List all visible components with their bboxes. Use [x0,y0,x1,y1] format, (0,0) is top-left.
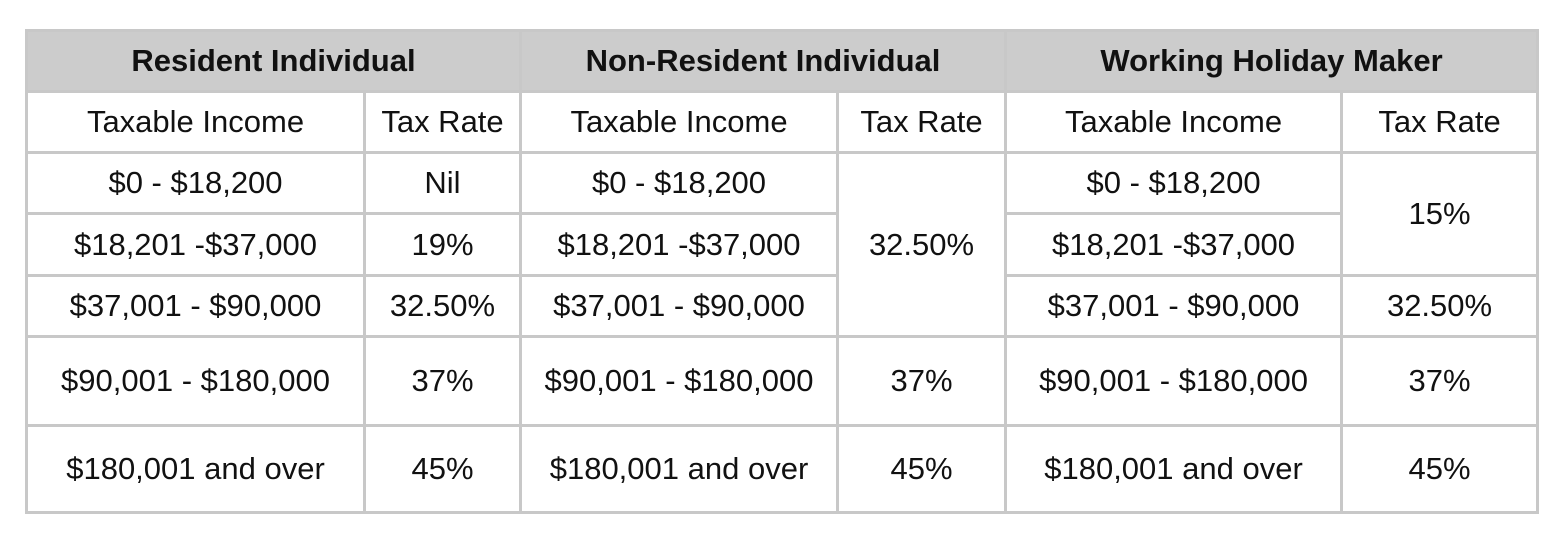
non-resident-income-cell: $0 - $18,200 [521,153,838,214]
non-resident-income-cell: $37,001 - $90,000 [521,276,838,337]
column-header-income: Taxable Income [1006,92,1342,153]
resident-rate-cell: 45% [365,426,521,513]
non-resident-income-cell: $90,001 - $180,000 [521,337,838,426]
resident-income-cell: $90,001 - $180,000 [27,337,365,426]
non-resident-rate-cell: 32.50% [838,153,1006,337]
non-resident-income-cell: $180,001 and over [521,426,838,513]
table-row [27,337,1538,426]
working-holiday-rate-cell: 15% [1342,153,1538,276]
working-holiday-income-cell: $180,001 and over [1006,426,1342,513]
column-header-row [27,92,1538,153]
group-header-row [27,31,1538,92]
working-holiday-income-cell: $90,001 - $180,000 [1006,337,1342,426]
non-resident-rate-cell: 45% [838,426,1006,513]
group-header-working-holiday: Working Holiday Maker [1006,31,1538,92]
non-resident-rate-cell: 37% [838,337,1006,426]
tax-rate-table [25,29,1539,514]
column-header-income: Taxable Income [521,92,838,153]
table-row [27,426,1538,513]
resident-rate-cell: 19% [365,214,521,276]
working-holiday-income-cell: $18,201 -$37,000 [1006,214,1342,276]
column-header-rate: Tax Rate [838,92,1006,153]
table-row [27,214,1538,276]
table-row [27,276,1538,337]
column-header-income: Taxable Income [27,92,365,153]
resident-rate-cell: 32.50% [365,276,521,337]
resident-income-cell: $180,001 and over [27,426,365,513]
table-row [27,153,1538,214]
group-header-resident: Resident Individual [27,31,521,92]
resident-rate-cell: 37% [365,337,521,426]
column-header-rate: Tax Rate [1342,92,1538,153]
column-header-rate: Tax Rate [365,92,521,153]
working-holiday-rate-cell: 37% [1342,337,1538,426]
resident-rate-cell: Nil [365,153,521,214]
working-holiday-rate-cell: 45% [1342,426,1538,513]
group-header-non-resident: Non-Resident Individual [521,31,1006,92]
working-holiday-income-cell: $37,001 - $90,000 [1006,276,1342,337]
working-holiday-rate-cell: 32.50% [1342,276,1538,337]
resident-income-cell: $37,001 - $90,000 [27,276,365,337]
resident-income-cell: $18,201 -$37,000 [27,214,365,276]
working-holiday-income-cell: $0 - $18,200 [1006,153,1342,214]
resident-income-cell: $0 - $18,200 [27,153,365,214]
non-resident-income-cell: $18,201 -$37,000 [521,214,838,276]
